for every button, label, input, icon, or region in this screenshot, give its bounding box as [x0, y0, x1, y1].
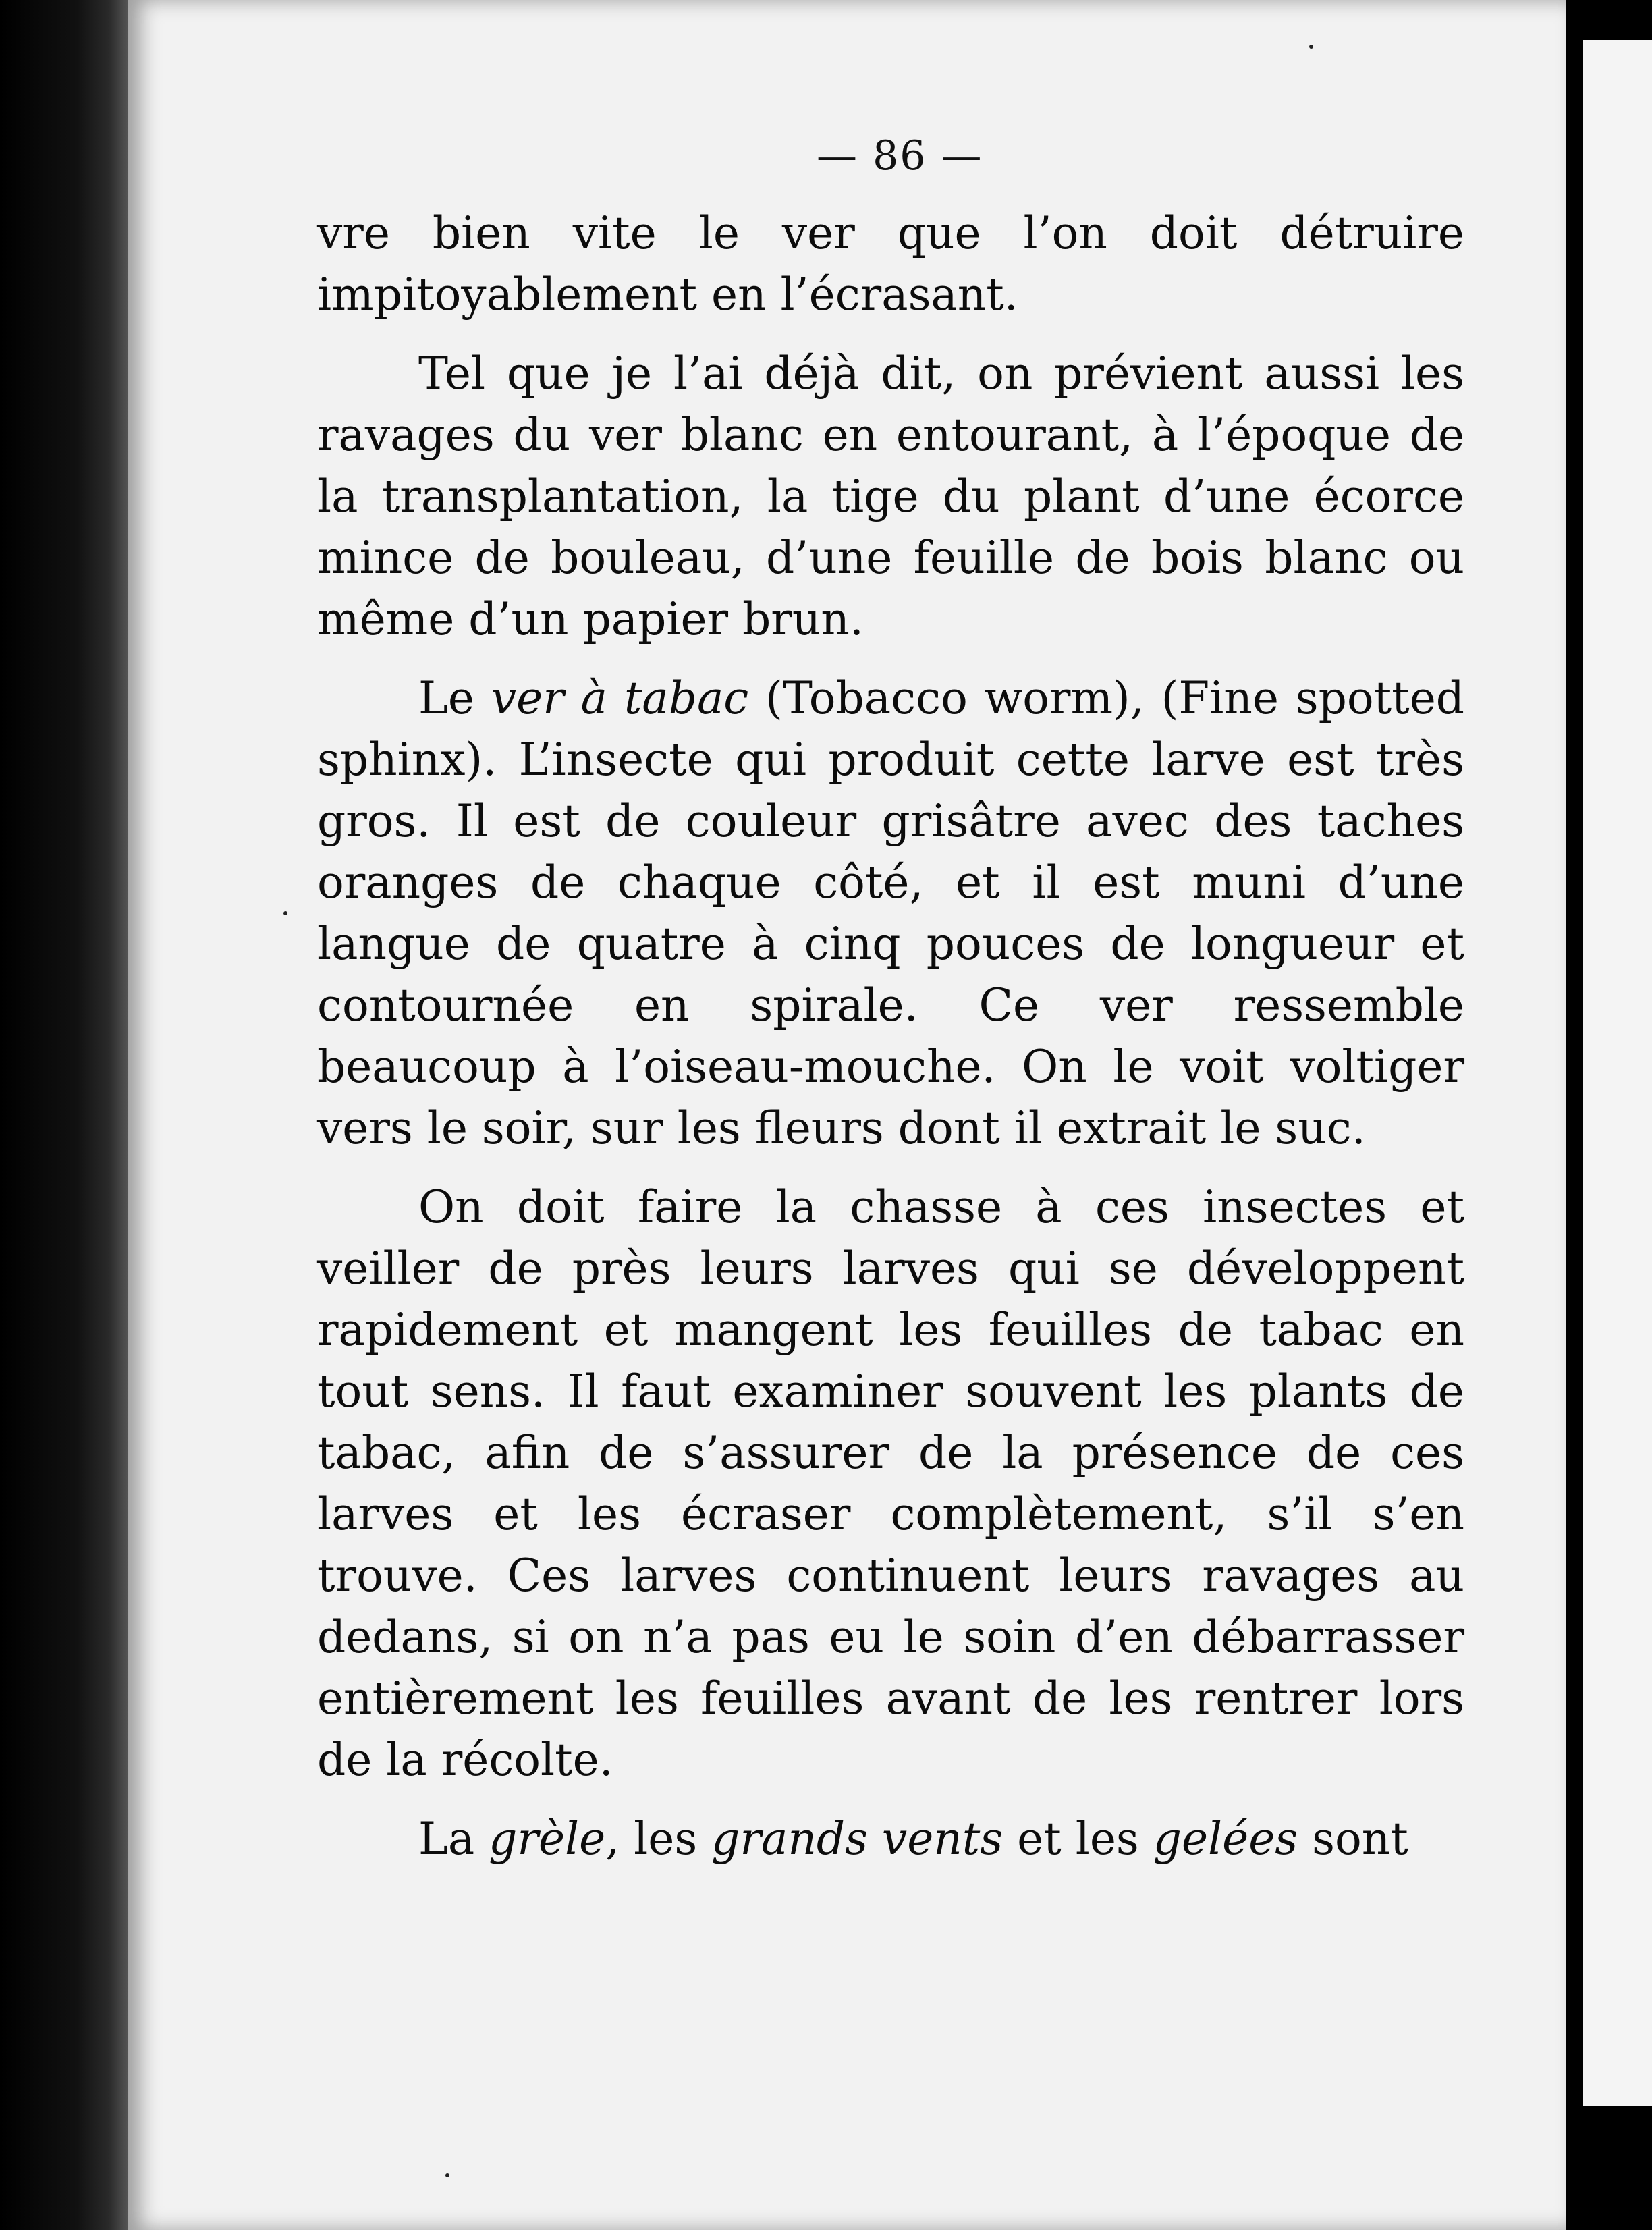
page-number: — 86 — — [817, 132, 983, 180]
paragraph-5-rest: sont — [1298, 1813, 1408, 1865]
paragraph-1: vre bien vite le ver que l’on doit détruire impitoyablement en l’écrasant. — [317, 207, 1464, 321]
binding-shadow — [0, 0, 128, 2230]
paragraph-3-lead: Le — [418, 672, 491, 724]
adjacent-page-edge — [1579, 40, 1652, 2106]
page-gutter — [1566, 0, 1579, 2230]
paragraph-3 — [317, 668, 1464, 1159]
italic-term-grele: grèle — [489, 1813, 606, 1865]
scan-speck — [283, 911, 287, 915]
paragraph-5-mid-1: , les — [605, 1813, 712, 1865]
italic-term-gelees: gelées — [1153, 1813, 1298, 1865]
scan-speck — [1309, 45, 1313, 49]
body-text — [317, 202, 1464, 1887]
paragraph-5-lead: La — [418, 1813, 489, 1865]
paragraph-2: Tel que je l’ai déjà dit, on prévient aussi les ravages du ver blanc en entourant, à l’époque de la transplantation, la tige du plant d’une écorce mince de bouleau, d’une feuille de bois blanc ou même d’un papier brun. — [317, 348, 1464, 645]
paragraph-5 — [317, 1808, 1464, 1870]
italic-term-grands-vents: grands vents — [711, 1813, 1003, 1865]
scan-background — [1579, 2106, 1652, 2230]
paragraph-4: On doit faire la chasse à ces insectes et veiller de près leurs larves qui se développent rapidement et mangent les feuilles de tabac en tout sens. Il faut examiner souvent les plants de tabac, afin de s’assurer de la présence de ces larves et les écraser complètement, s’il s’en trouve. Ces larves continuent leurs ravages au dedans, si on n’a pas eu le soin d’en débarrasser entièrement les feuilles avant de les rentrer lors de la récolte. — [317, 1181, 1464, 1786]
paragraph-3-rest: (Tobacco worm), (Fine spotted sphinx). L’insecte qui produit cette larve est très gros. Il est de couleur grisâtre avec des taches oranges de chaque côté, et il est muni d’une langue de quatre à cinq pouces de longueur et contournée en spirale. Ce ver ressemble beaucoup à l’oiseau-mouche. On le voit voltiger vers le soir, sur les fleurs dont il extrait le suc. — [317, 672, 1465, 1154]
scan-speck — [445, 2173, 449, 2177]
paragraph-5-mid-2: et les — [1003, 1813, 1153, 1865]
paragraph-3-italic-term: ver à tabac — [491, 672, 749, 724]
